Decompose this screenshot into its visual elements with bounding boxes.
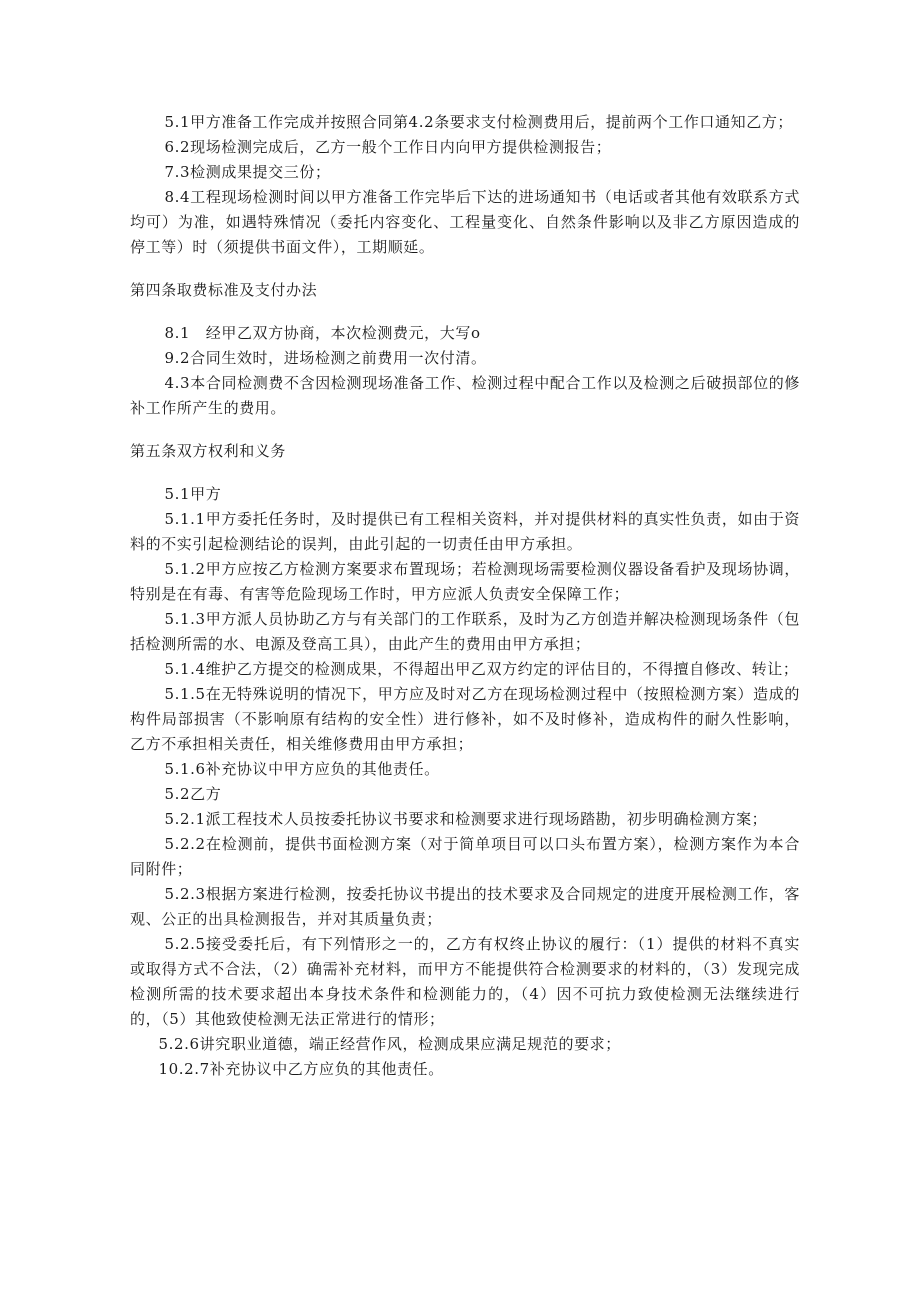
clause-7-3: 7.3检测成果提交三份； [164, 163, 331, 181]
clause-5-1-1: 5.1.1甲方委托任务时，及时提供已有工程相关资料，并对提供材料的真实性负责，如由于资料的不实引起检测结论的误判，由此引起的一切责任由甲方承担。 [130, 510, 800, 553]
clause-4-3: 4.3本合同检测费不含因检测现场准备工作、检测过程中配合工作以及检测之后破损部位的修补工作所产生的费用。 [130, 374, 800, 417]
clause-5-1-4: 5.1.4维护乙方提交的检测成果，不得超出甲乙双方约定的评估目的，不得擅自修改、转让； [164, 660, 799, 678]
clause-5-2-2: 5.2.2在检测前，提供书面检测方案（对于简单项目可以口头布置方案），检测方案作为本合同附件； [130, 835, 800, 878]
clause-5-2-3: 5.2.3根据方案进行检测，按委托协议书提出的技术要求及合同规定的进度开展检测工作，客观、公正的出具检测报告，并对其质量负责； [130, 885, 800, 928]
clause-5-1-3: 5.1.3甲方派人员协助乙方与有关部门的工作联系，及时为乙方创造并解决检测现场条件（包括检测所需的水、电源及登高工具），由此产生的费用由甲方承担； [130, 610, 800, 653]
document-page [130, 110, 800, 1082]
clause-5-2-5: 5.2.5接受委托后，有下列情形之一的，乙方有权终止协议的履行：（1）提供的材料不真实或取得方式不合法，（2）确需补充材料，而甲方不能提供符合检测要求的材料的，（3）发现完成检测所需的技术要求超出本身技术条件和检测能力的，（4）因不可抗力致使检测无法继续进行的，（5）其他致使检测无法正常进行的情形； [130, 935, 800, 1028]
section-5-title: 第五条双方权利和义务 [130, 442, 287, 460]
clause-5-1-5: 5.1.5在无特殊说明的情况下，甲方应及时对乙方在现场检测过程中（按照检测方案）造成的构件局部损害（不影响原有结构的安全性）进行修补，如不及时修补，造成构件的耐久性影响，乙方不承担相关责任，相关维修费用由甲方承担； [130, 685, 800, 753]
clause-5-2-1: 5.2.1派工程技术人员按委托协议书要求和检测要求进行现场踏勘，初步明确检测方案； [164, 810, 768, 828]
clause-5-1: 5.1甲方准备工作完成并按照合同第4.2条要求支付检测费用后，提前两个工作口通知乙方； [164, 113, 794, 131]
clause-6-2: 6.2现场检测完成后，乙方一般个工作日内向甲方提供检测报告； [164, 138, 612, 156]
section-4-title: 第四条取费标准及支付办法 [130, 281, 318, 299]
clause-5-2-party-b: 5.2乙方 [164, 785, 222, 803]
clause-8-4: 8.4工程现场检测时间以甲方准备工作完毕后下达的进场通知书（电话或者其他有效联系方式均可）为准，如遇特殊情况（委托内容变化、工程量变化、自然条件影响以及非乙方原因造成的停工等）时（须提供书面文件），工期顺延。 [130, 188, 800, 256]
clause-5-2-6: 5.2.6讲究职业道德，端正经营作风，检测成果应满足规范的要求； [158, 1035, 621, 1053]
clause-8-1: 8.1 经甲乙双方协商，本次检测费元，大写o [164, 324, 481, 342]
clause-10-2-7: 10.2.7补充协议中乙方应负的其他责任。 [158, 1060, 444, 1078]
clause-9-2: 9.2合同生效时，进场检测之前费用一次付清。 [164, 349, 487, 367]
clause-5-1-party-a: 5.1甲方 [164, 485, 222, 503]
clause-5-1-6: 5.1.6补充协议中甲方应负的其他责任。 [164, 760, 440, 778]
clause-5-1-2: 5.1.2甲方应按乙方检测方案要求布置现场；若检测现场需要检测仪器设备看护及现场协调，特别是在有毒、有害等危险现场工作时，甲方应派人负责安全保障工作； [130, 560, 800, 603]
